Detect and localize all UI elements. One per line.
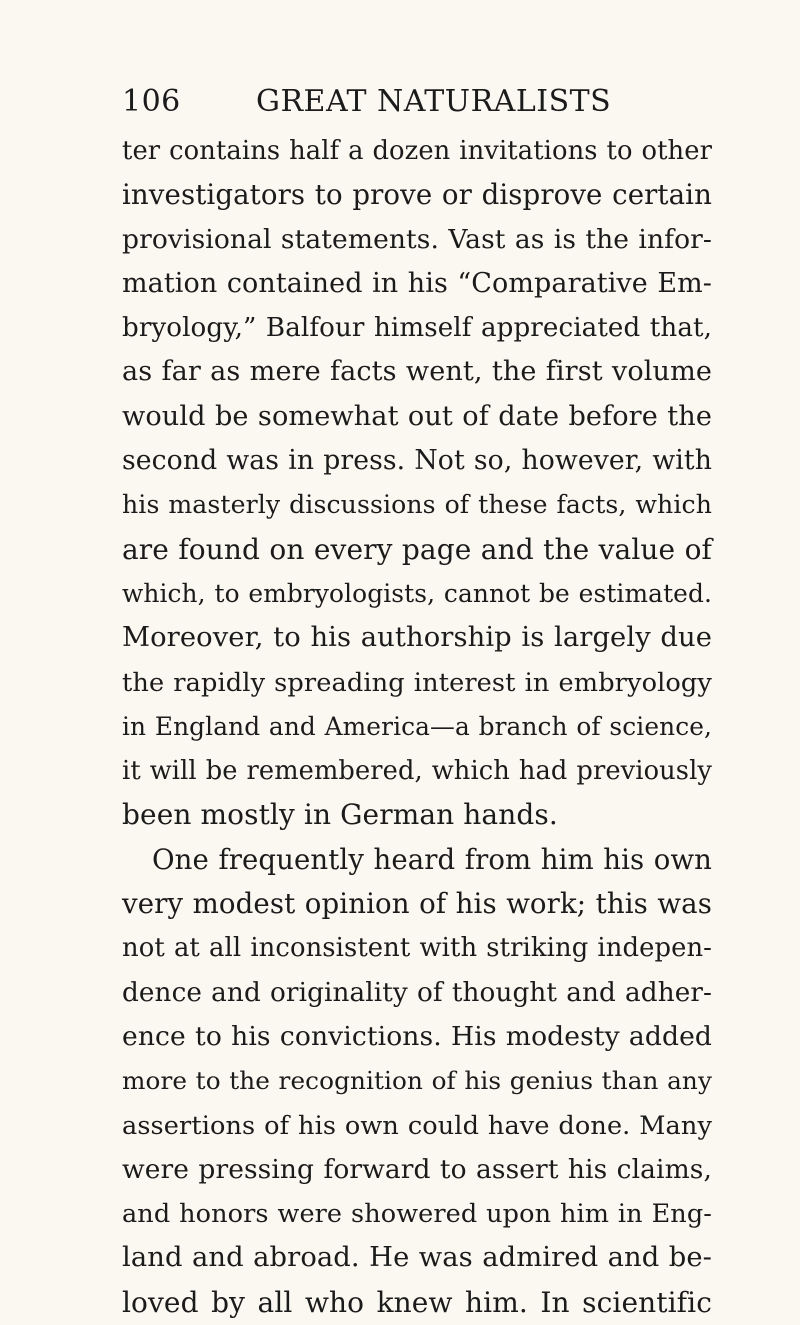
text-line: it will be remembered, which had previously <box>122 756 712 787</box>
text-line: ence to his convictions. His modesty added <box>122 1020 712 1052</box>
paragraph-1 <box>122 129 712 838</box>
text-line: One frequently heard from him his own <box>152 843 712 876</box>
text-line: more to the recognition of his genius than any <box>122 1066 712 1096</box>
text-line: provisional statements. Vast as is the infor- <box>122 223 712 255</box>
text-line: very modest opinion of his work; this was <box>122 887 712 921</box>
text-line: investigators to prove or disprove certain <box>122 178 712 212</box>
text-line: were pressing forward to assert his claims, <box>122 1153 712 1185</box>
text-line: ter contains half a dozen invitations to other <box>122 136 712 166</box>
text-line: would be somewhat out of date before the <box>122 400 712 432</box>
text-line: assertions of his own could have done. Many <box>122 1110 712 1141</box>
text-line: second was in press. Not so, however, with <box>122 445 712 477</box>
text-line: in England and America—a branch of science, <box>122 711 712 741</box>
text-line: not at all inconsistent with striking indepen- <box>122 933 712 964</box>
body-text <box>122 129 712 1325</box>
text-line: land and abroad. He was admired and be- <box>122 1242 712 1274</box>
page-header <box>122 84 702 124</box>
text-line: the rapidly spreading interest in embryology <box>122 667 712 698</box>
text-line: are found on every page and the value of <box>122 532 712 566</box>
paragraph-2 <box>122 838 712 1325</box>
text-line: loved by all who knew him. In scientific <box>122 1285 712 1319</box>
text-line: and honors were showered upon him in Eng- <box>122 1199 712 1230</box>
text-line: mation contained in his “Comparative Em- <box>122 267 712 299</box>
text-line: bryology,” Balfour himself appreciated that, <box>122 313 712 344</box>
text-line: dence and originality of thought and adher- <box>122 977 712 1008</box>
text-line: which, to embryologists, cannot be estimated. <box>122 578 712 608</box>
page-number: 106 <box>122 84 181 119</box>
text-line: his masterly discussions of these facts, which <box>122 490 712 520</box>
running-head: GREAT NATURALISTS <box>256 84 612 119</box>
text-line: Moreover, to his authorship is largely due <box>122 622 712 654</box>
text-line: as far as mere facts went, the first volume <box>122 356 712 388</box>
text-line: been mostly in German hands. <box>122 798 558 832</box>
